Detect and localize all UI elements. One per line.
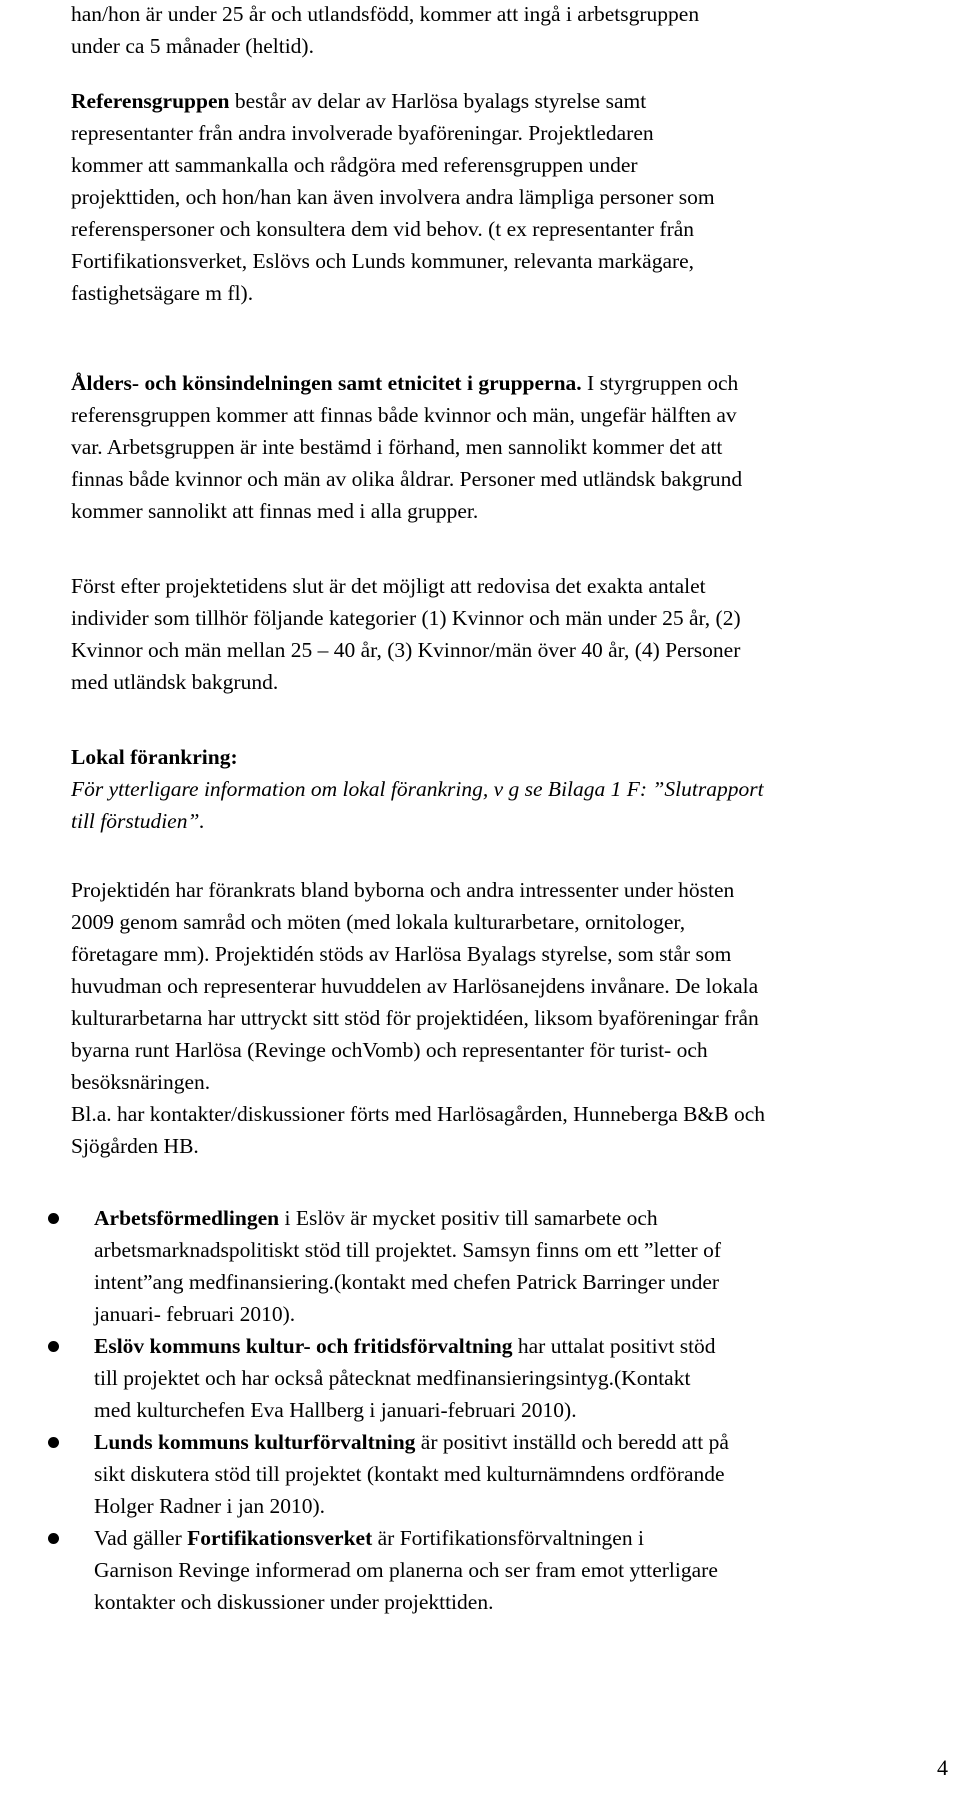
text-line: kommer sannolikt att finnas med i alla grupper. [71,499,479,523]
contacts-bullet-list [40,1202,955,1618]
text-span: Vad gäller [94,1526,188,1550]
text-span: är positivt inställd och beredd att på [415,1430,729,1454]
text-line [94,1522,955,1554]
text-line: sikt diskutera stöd till projektet (kontakt med kulturnämndens ordförande [94,1462,725,1486]
paragraph-referensgruppen [71,85,955,309]
text-line: med utländsk bakgrund. [71,670,279,694]
text-line: Bl.a. har kontakter/diskussioner förts med Harlösagården, Hunneberga B&B och [71,1102,766,1126]
text-line: representanter från andra involverade byaföreningar. Projektledaren [71,121,654,145]
bullet-icon [48,1341,59,1352]
text-line: han/hon är under 25 år och utlandsfödd, kommer att ingå i arbetsgruppen [71,2,700,26]
text-line: till projektet och har också påtecknat medfinansieringsintyg.(Kontakt [94,1366,691,1390]
section-lokal-forankring [71,741,955,837]
bullet-icon [48,1437,59,1448]
text-line: Kvinnor och män mellan 25 – 40 år, (3) Kvinnor/män över 40 år, (4) Personer [71,638,741,662]
text-span: är Fortifikationsförvaltningen i [372,1526,644,1550]
eslov-kommun-term: Eslöv kommuns kultur- och fritidsförvaltning [94,1334,513,1358]
list-item [40,1202,955,1330]
lunds-kommun-term: Lunds kommuns kulturförvaltning [94,1430,416,1454]
text-line: företagare mm). Projektidén stöds av Harlösa Byalags styrelse, som står som [71,942,732,966]
paragraph-arbetsgruppen-end [71,0,955,62]
text-line: Holger Radner i jan 2010). [94,1494,326,1518]
text-span: i Eslöv är mycket positiv till samarbete och [279,1206,658,1230]
text-line: Fortifikationsverket, Eslövs och Lunds kommuner, relevanta markägare, [71,249,695,273]
text-line: byarna runt Harlösa (Revinge ochVomb) och representanter för turist- och [71,1038,708,1062]
text-line: var. Arbetsgruppen är inte bestämd i förhand, men sannolikt kommer det att [71,435,723,459]
text-line: För ytterligare information om lokal förankring, v g se Bilaga 1 F: ”Slutrapport [71,777,764,801]
text-line: Först efter projektetidens slut är det möjligt att redovisa det exakta antalet [71,574,706,598]
text-span: har uttalat positivt stöd [512,1334,716,1358]
text-line: referensgruppen kommer att finnas både kvinnor och män, ungefär hälften av [71,403,737,427]
text-line: med kulturchefen Eva Hallberg i januari-februari 2010). [94,1398,577,1422]
text-line: fastighetsägare m fl). [71,281,254,305]
text-line: huvudman och representerar huvuddelen av Harlösanejdens invånare. De lokala [71,974,759,998]
text-line [71,367,955,399]
text-span: I styrgruppen och [581,371,739,395]
text-line [94,1202,955,1234]
text-line: projekttiden, och hon/han kan även involvera andra lämpliga personer som [71,185,715,209]
text-line: finnas både kvinnor och män av olika åldrar. Personer med utländsk bakgrund [71,467,743,491]
fortifikationsverket-term: Fortifikationsverket [187,1526,373,1550]
alders-heading: Ålders- och könsindelningen samt etnicitet i grupperna. [71,371,582,395]
text-line: kontakter och diskussioner under projekttiden. [94,1590,494,1614]
bullet-icon [48,1533,59,1544]
lokal-forankring-heading: Lokal förankring: [71,745,238,769]
text-line: arbetsmarknadspolitiskt stöd till projektet. Samsyn finns om ett ”letter of [94,1238,721,1262]
referensgruppen-term: Referensgruppen [71,89,230,113]
text-line: referenspersoner och konsultera dem vid behov. (t ex representanter från [71,217,695,241]
text-line: 2009 genom samråd och möten (med lokala kulturarbetare, ornitologer, [71,910,686,934]
text-line [71,85,955,117]
text-line: till förstudien”. [71,809,205,833]
text-line: individer som tillhör följande kategorier (1) Kvinnor och män under 25 år, (2) [71,606,741,630]
text-line: intent”ang medfinansiering.(kontakt med chefen Patrick Barringer under [94,1270,720,1294]
text-line: under ca 5 månader (heltid). [71,34,314,58]
text-line [94,1330,955,1362]
list-item [40,1426,955,1522]
text-line: besöksnäringen. [71,1070,211,1094]
bullet-icon [48,1213,59,1224]
text-line: kommer att sammankalla och rådgöra med referensgruppen under [71,153,638,177]
text-line: Projektidén har förankrats bland byborna och andra intressenter under hösten [71,878,735,902]
paragraph-kategorier [71,570,955,698]
arbetsformedlingen-term: Arbetsförmedlingen [94,1206,280,1230]
text-line: Sjögården HB. [71,1134,199,1158]
list-item [40,1522,955,1618]
page-number: 4 [937,1755,948,1780]
text-line: januari- februari 2010). [94,1302,296,1326]
paragraph-alders-och-konsindelning [71,367,955,527]
list-item [40,1330,955,1426]
text-line: kulturarbetarna har uttryckt sitt stöd för projektidéen, liksom byaföreningar från [71,1006,759,1030]
paragraph-projektiden-forankrats [71,874,955,1162]
text-line: Garnison Revinge informerad om planerna och ser fram emot ytterligare [94,1558,718,1582]
text-span: består av delar av Harlösa byalags styrelse samt [229,89,647,113]
text-line [94,1426,955,1458]
